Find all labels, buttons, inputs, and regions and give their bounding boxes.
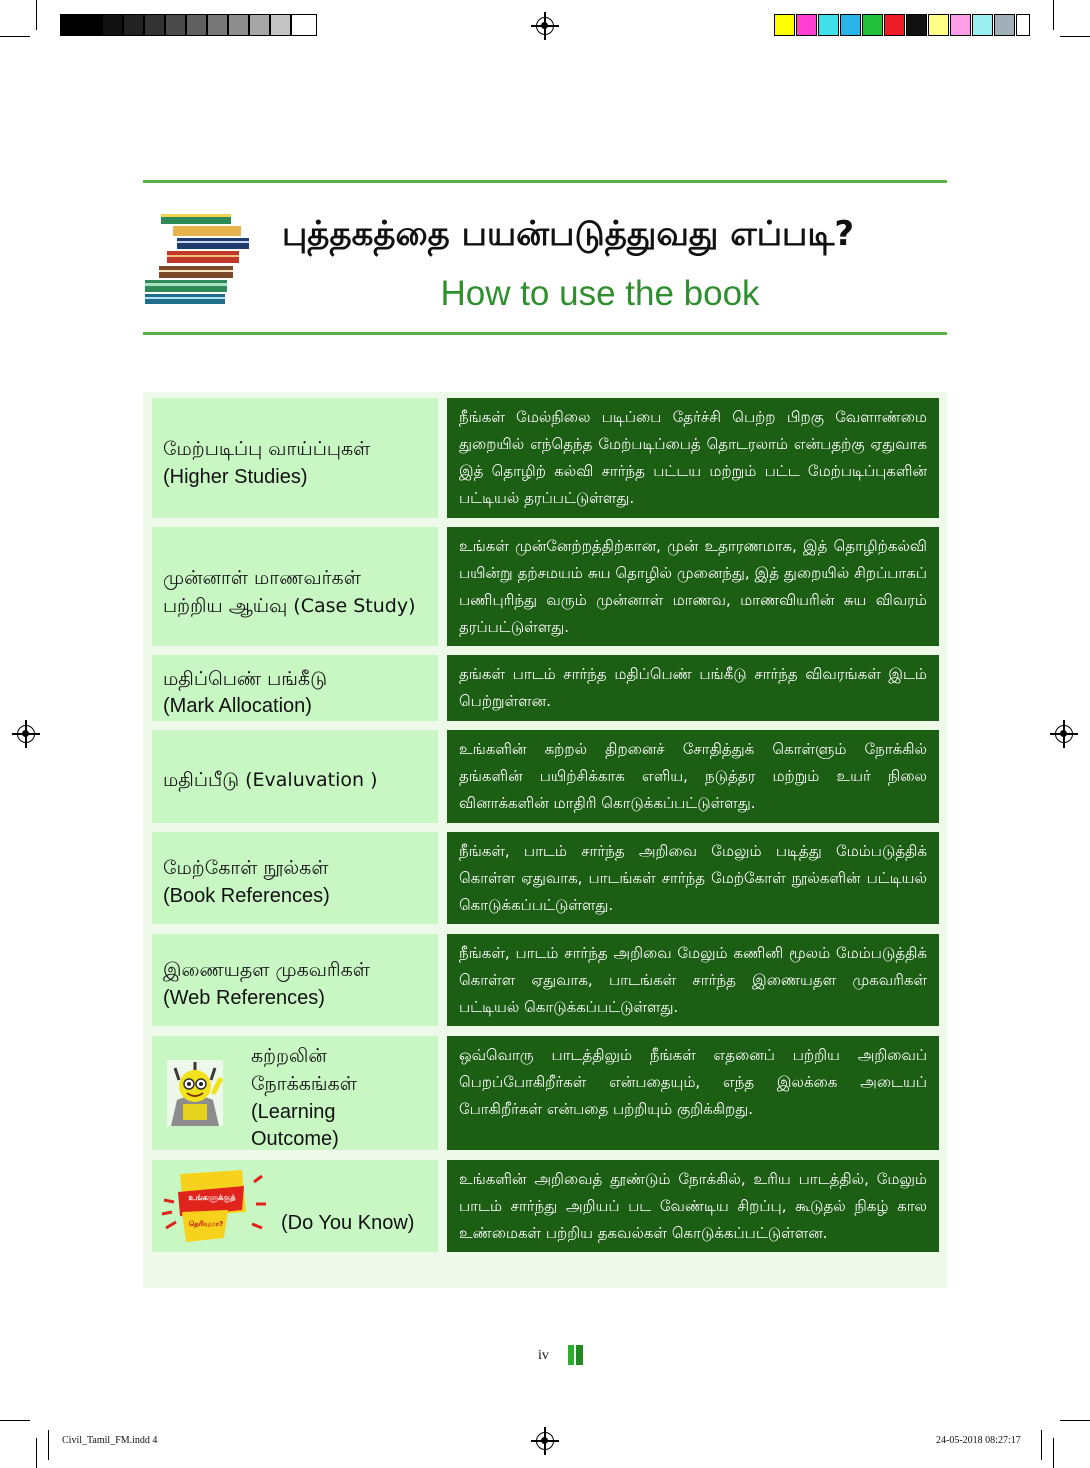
row-description: உங்களின் அறிவைத் தூண்டும் நோக்கில், உரிய பாடத்தில், மேலும் பாடம் சார்ந்து அறியப் பட வேண்டிய சிறப்பு, கூடுதல் நிகழ் கால உண்மைகள் பற்றிய தகவல்கள் கொடுக்கப்பட்டுள்ளன.	[459, 1170, 927, 1242]
table-row	[152, 1036, 939, 1150]
table-row	[152, 655, 939, 721]
row-label-cell	[152, 730, 438, 823]
row-label-cell	[152, 398, 438, 518]
color-swatch	[994, 14, 1015, 36]
registration-mark-icon	[536, 17, 554, 35]
crop-mark	[1060, 36, 1090, 37]
registration-mark-icon	[1055, 725, 1073, 743]
row-description-cell	[447, 527, 939, 646]
row-label-cell	[152, 934, 438, 1026]
gray-swatch	[144, 14, 165, 36]
row-label-tamil: மேற்கோள் நூல்கள்	[163, 857, 329, 879]
row-description-cell	[447, 655, 939, 721]
row-label-english: (Learning	[251, 1101, 336, 1123]
color-swatch	[862, 14, 883, 36]
crop-mark	[1053, 1438, 1054, 1468]
crop-mark	[1060, 1420, 1090, 1421]
table-row	[152, 398, 939, 518]
gray-swatch	[291, 14, 317, 36]
row-label-english: (Mark Allocation)	[163, 695, 312, 717]
row-description-cell	[447, 1036, 939, 1150]
page-title-english: How to use the book	[440, 274, 760, 313]
crop-mark	[1041, 1430, 1042, 1460]
color-swatch	[972, 14, 993, 36]
color-swatch	[796, 14, 817, 36]
crop-mark	[48, 1430, 49, 1460]
row-label-tamil: முன்னாள் மாணவர்கள்	[163, 567, 361, 589]
row-label-english: (Higher Studies)	[163, 466, 308, 488]
row-description-cell	[447, 730, 939, 823]
badge-text-line2: தெரியுமா?	[188, 1220, 224, 1228]
row-description-cell	[447, 1160, 939, 1252]
row-label-english: (Do You Know)	[281, 1212, 415, 1234]
registration-mark-icon	[536, 1432, 554, 1450]
learning-outcome-mascot-icon	[167, 1060, 223, 1126]
row-label-english: பற்றிய ஆய்வு (Case Study)	[163, 595, 416, 617]
row-description-cell	[447, 832, 939, 924]
row-description-cell	[447, 398, 939, 518]
row-label-tamil: இணையதள முகவரிகள்	[163, 959, 370, 981]
gray-swatch	[165, 14, 186, 36]
do-you-know-badge-icon	[158, 1166, 268, 1248]
table-row	[152, 527, 939, 646]
gray-swatch	[228, 14, 249, 36]
crop-mark	[36, 0, 37, 30]
row-description: தங்கள் பாடம் சார்ந்த மதிப்பெண் பங்கீடு சார்ந்த விவரங்கள் இடம் பெற்றுள்ளன.	[459, 665, 927, 710]
table-row	[152, 934, 939, 1026]
table-row	[152, 1160, 939, 1252]
row-description: நீங்கள் மேல்நிலை படிப்பை தேர்ச்சி பெற்ற பிறகு வேளாண்மை துறையில் எந்தெந்த மேற்படிப்பைத் தொடரலாம் என்பதற்கு ஏதுவாக இத் தொழிற் கல்வி சார்ந்த பட்டய மற்றும் பட்ட மேற்படிப்புகளின் பட்டியல் தரப்பட்டுள்ளது.	[459, 408, 927, 507]
crop-mark	[36, 1438, 37, 1468]
row-description: உங்கள் முன்னேற்றத்திற்கான, முன் உதாரணமாக, இத் தொழிற்கல்வி பயின்று தற்சமயம் சுய தொழில் முனைந்து, இத் துறையில் சிறப்பாகப் பணிபுரிந்து வரும் முன்னாள் மாணவ, மாணவியரின் சுய விவரம் தரப்பட்டுள்ளது.	[459, 537, 927, 636]
gray-swatch	[123, 14, 144, 36]
header-top-rule	[143, 180, 947, 183]
color-swatch	[1016, 14, 1030, 36]
slug-filename: Civil_Tamil_FM.indd 4	[62, 1435, 158, 1446]
color-swatch	[928, 14, 949, 36]
row-description: நீங்கள், பாடம் சார்ந்த அறிவை மேலும் கணினி மூலம் மேம்படுத்திக் கொள்ள ஏதுவாக, பாடங்கள் சார்ந்த இணையதள முகவரிகள் பட்டியல் கொடுக்கப்பட்டுள்ளது.	[459, 944, 927, 1016]
row-description: உங்களின் கற்றல் திறனைச் சோதித்துக் கொள்ளும் நோக்கில் தங்களின் பயிற்சிக்காக எளிய, நடுத்தர மற்றும் உயர் நிலை வினாக்களின் மாதிரி கொடுக்கப்பட்டுள்ளது.	[459, 740, 927, 812]
gray-swatch	[207, 14, 228, 36]
row-description: ஒவ்வொரு பாடத்திலும் நீங்கள் எதனைப் பற்றிய அறிவைப் பெறப்போகிறீர்கள் என்பதையும், எந்த இலக்கை அடையப் போகிறீர்கள் என்பதை பற்றியும் குறிக்கிறது.	[459, 1046, 927, 1118]
badge-text-line1: உங்களுக்குத்	[188, 1193, 236, 1202]
row-label-cell	[152, 1036, 438, 1150]
color-swatch	[818, 14, 839, 36]
row-label-tamil: கற்றலின்	[251, 1045, 327, 1067]
color-swatch	[840, 14, 861, 36]
do-you-know-badge	[158, 1166, 268, 1248]
header-bottom-rule	[143, 332, 947, 335]
color-swatch	[906, 14, 927, 36]
gray-swatch	[270, 14, 291, 36]
row-label-cell	[152, 832, 438, 924]
page-marker	[568, 1345, 574, 1365]
book-stack-icon	[143, 210, 255, 308]
row-description: நீங்கள், பாடம் சார்ந்த அறிவை மேலும் படித்து மேம்படுத்திக் கொள்ள ஏதுவாக, பாடங்கள் சார்ந்த மேற்கோள் நூல்களின் பட்டியல் கொடுக்கப்பட்டுள்ளது.	[459, 842, 927, 914]
color-swatch	[884, 14, 905, 36]
table-row	[152, 832, 939, 924]
row-label-tamil: மேற்படிப்பு வாய்ப்புகள்	[163, 438, 371, 460]
row-label-english: Outcome)	[251, 1128, 339, 1150]
row-label-tamil: நோக்கங்கள்	[251, 1073, 357, 1095]
row-label-cell	[152, 1160, 438, 1252]
crop-mark	[1053, 0, 1054, 30]
gray-swatch	[249, 14, 270, 36]
gray-swatch	[186, 14, 207, 36]
row-label-english: (Book References)	[163, 885, 330, 907]
page-title-tamil: புத்தகத்தை பயன்படுத்துவது எப்படி?	[282, 214, 855, 254]
registration-mark-icon	[17, 725, 35, 743]
row-label-tamil: மதிப்பீடு (Evaluvation )	[163, 769, 378, 791]
gray-swatch	[60, 14, 81, 36]
row-description-cell	[447, 934, 939, 1026]
slug-timestamp: 24-05-2018 08:27:17	[936, 1435, 1021, 1446]
table-row	[152, 730, 939, 823]
gray-swatch	[81, 14, 102, 36]
crop-mark	[0, 1420, 30, 1421]
color-swatch	[774, 14, 795, 36]
color-swatch	[950, 14, 971, 36]
row-label-tamil: மதிப்பெண் பங்கீடு	[163, 668, 328, 690]
page-number: iv	[538, 1348, 549, 1363]
page-marker	[576, 1345, 583, 1365]
row-label-cell	[152, 527, 438, 646]
crop-mark	[0, 36, 30, 37]
row-label-english: (Web References)	[163, 987, 325, 1009]
gray-swatch	[102, 14, 123, 36]
row-label-cell	[152, 655, 438, 721]
